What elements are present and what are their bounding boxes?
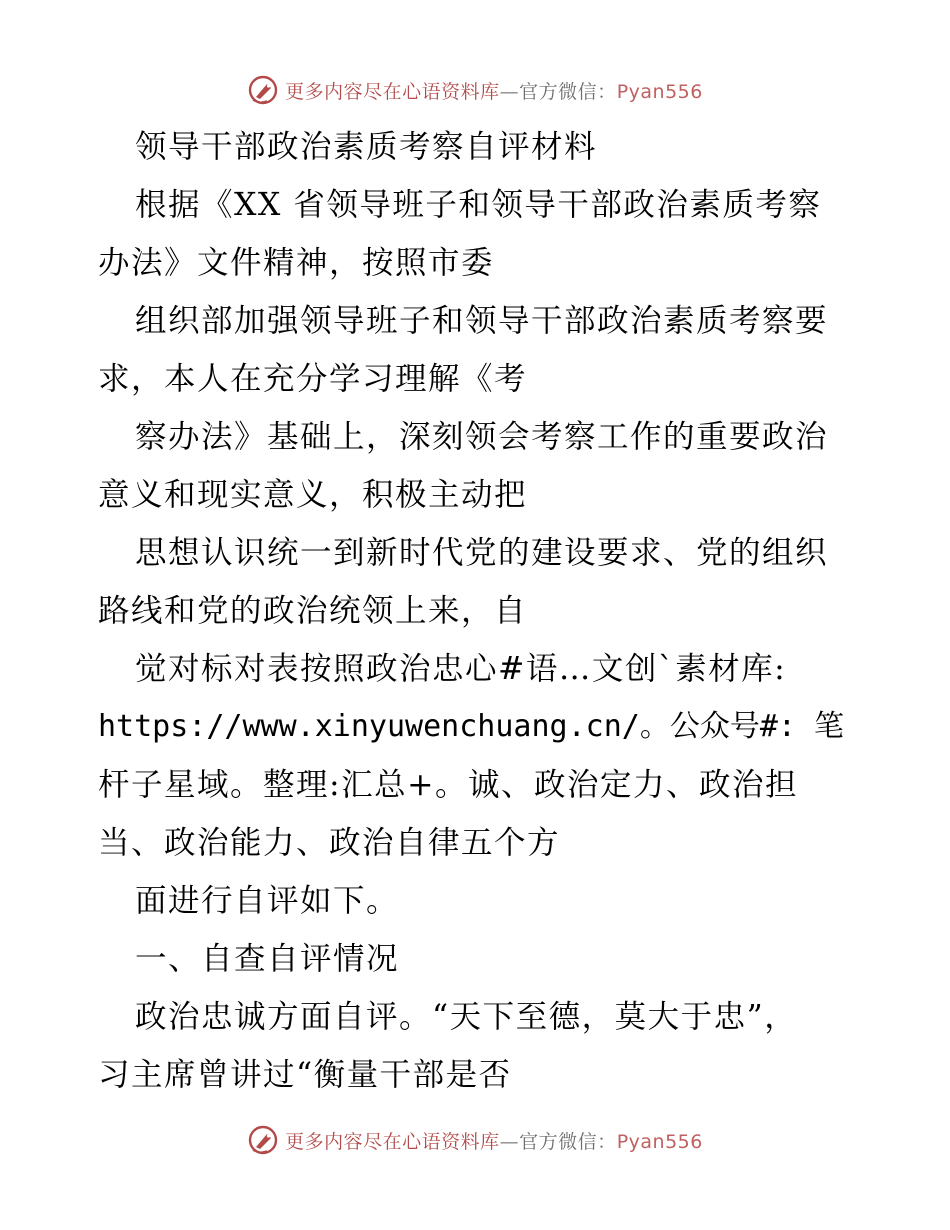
paragraph-line: 路线和党的政治统领上来，自 <box>98 593 528 629</box>
banner-separator: — <box>499 1130 520 1153</box>
paragraph-line: 意义和现实意义，积极主动把 <box>98 477 528 513</box>
paragraph-line: 求，本人在充分学习理解《考 <box>98 361 528 397</box>
paragraph-line: 政治忠诚方面自评。“天下至德，莫大于忠”， <box>135 999 798 1035</box>
banner-wechat-label: 官方微信： <box>519 80 617 103</box>
banner-slogan: 更多内容尽在心语资料库 <box>285 1130 500 1153</box>
banner-separator: — <box>499 80 520 103</box>
paragraph-line-url: https://www.xinyuwenchuang.cn/。公众号#: 笔 <box>98 709 845 744</box>
pen-nib-logo-icon <box>247 1124 279 1156</box>
paragraph-line: 组织部加强领导班子和领导干部政治素质考察要 <box>135 303 829 339</box>
paragraph-line: 面进行自评如下。 <box>135 883 400 919</box>
paragraph-line: 当、政治能力、政治自律五个方 <box>98 825 561 861</box>
document-body <box>98 118 858 1104</box>
paragraph-line: 办法》文件精神，按照市委 <box>98 245 495 281</box>
paragraph-line: 察办法》基础上，深刻领会考察工作的重要政治 <box>135 419 829 455</box>
paragraph-line: 杆子星域。整理:汇总+。诚、政治定力、政治担 <box>98 767 799 803</box>
pen-nib-logo-icon <box>247 74 279 106</box>
header-banner-text <box>285 77 703 104</box>
footer-banner-text <box>285 1127 703 1154</box>
document-title: 领导干部政治素质考察自评材料 <box>135 129 598 165</box>
paragraph-line: 习主席曾讲过“衡量干部是否 <box>98 1057 512 1093</box>
paragraph-line: 根据《XX 省领导班子和领导干部政治素质考察 <box>135 187 822 223</box>
banner-wechat-id: Pyan556 <box>616 1130 703 1153</box>
footer-banner <box>0 1122 950 1158</box>
banner-slogan: 更多内容尽在心语资料库 <box>285 80 500 103</box>
header-banner <box>0 72 950 108</box>
banner-wechat-id: Pyan556 <box>616 80 703 103</box>
paragraph-line: 思想认识统一到新时代党的建设要求、党的组织 <box>135 535 829 571</box>
section-heading: 一、自查自评情况 <box>135 941 400 977</box>
banner-wechat-label: 官方微信： <box>519 1130 617 1153</box>
paragraph-line: 觉对标对表按照政治忠心#语…文创`素材库: <box>135 651 787 687</box>
